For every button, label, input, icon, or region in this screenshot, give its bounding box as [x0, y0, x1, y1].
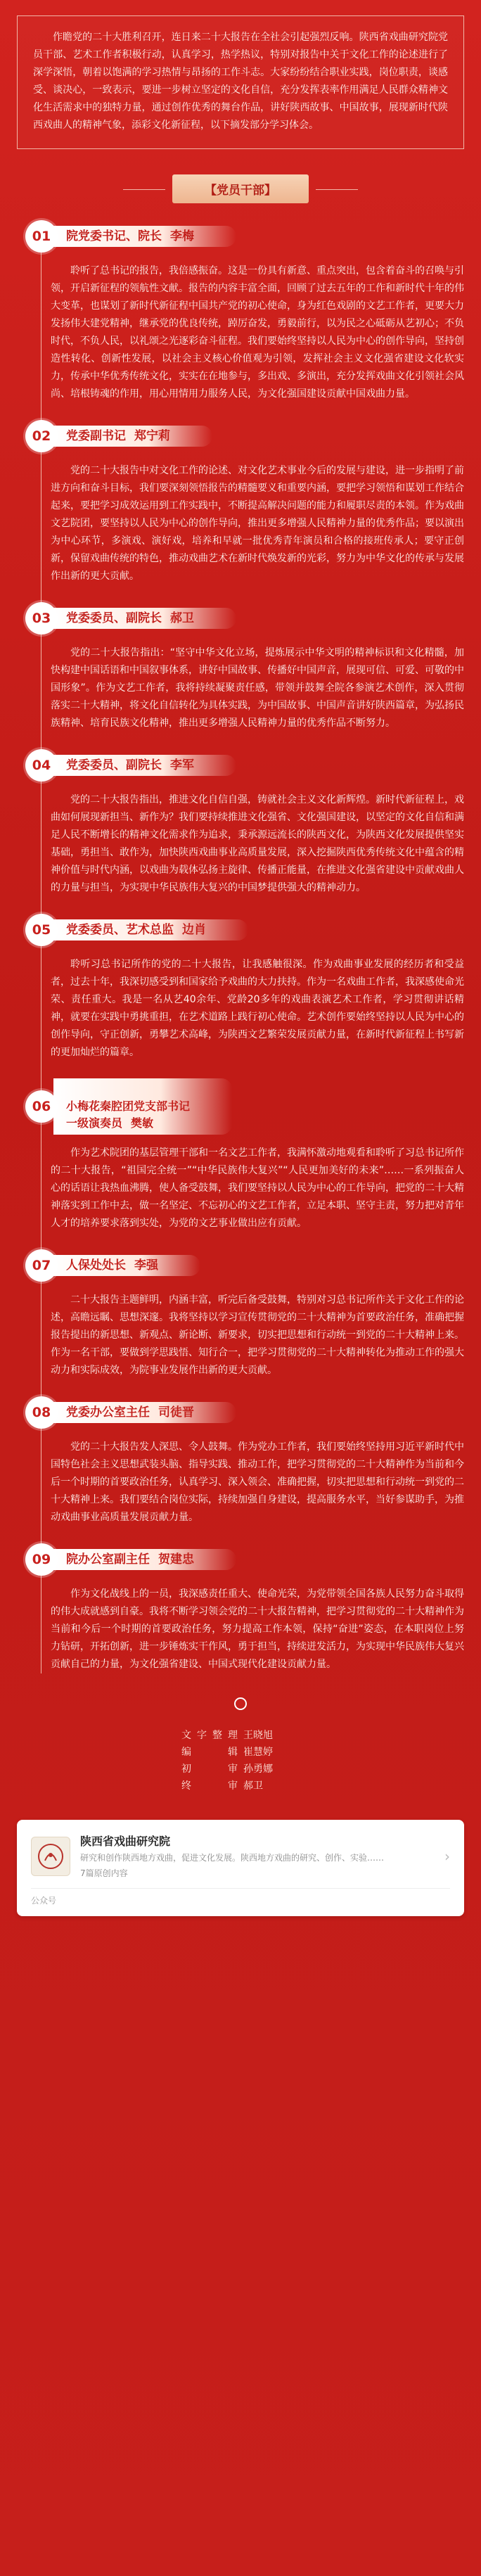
- section-title: [53, 919, 248, 941]
- section-body: [51, 1292, 464, 1379]
- section-03: [25, 602, 464, 732]
- section-title-name: 李军: [170, 758, 194, 772]
- section-title-name: 司徒晋: [158, 1405, 194, 1420]
- credit-key: 编辑: [181, 1747, 238, 1758]
- circle-icon: [234, 1697, 247, 1710]
- section-title: [53, 1255, 200, 1276]
- credit-row: [0, 1744, 481, 1761]
- section-title-name: 李强: [134, 1258, 158, 1273]
- section-title-role: 党委委员、副院长: [66, 758, 162, 772]
- section-number: 05: [25, 914, 58, 946]
- section-number: 07: [25, 1249, 58, 1282]
- account-info: [80, 1832, 437, 1880]
- account-card[interactable]: [17, 1820, 464, 1916]
- account-footer: 公众号: [31, 1888, 450, 1906]
- section-head: [25, 602, 464, 635]
- section-title-role: 党委委员、副院长: [66, 611, 162, 625]
- credit-key: 文字整理: [181, 1730, 238, 1741]
- credit-row: [0, 1778, 481, 1794]
- account-logo-icon: [31, 1837, 70, 1876]
- section-text: 聆听了总书记的报告，我倍感振奋。这是一份具有新意、重点突出，包含着奋斗的召唤与引领，开启新征程的领航性文献。报告的内容丰富全面，回顾了过去五年的工作和新时代十年的伟大变革，也谋划了新时代新征程中国共产党的初心使命，身为红色戏剧的文艺工作者，更要大力发扬伟大建党精神，继承党的优良传统，踔厉奋发，勇毅前行，以为民之心砥砺从艺初心；不负时代，不负人民，以礼颂之光逐彩奋斗征程。我们要始终坚持以人民为中心的创作导向，坚持创造性转化、创新性发展，以社会主义核心价值观为引领，发挥社会主义文化强省建设文化软实力，传承中华优秀传统文化，实实在在地参与，多出戏、多演出，充分发挥戏曲文化引领社会风尚、培根铸魂的作用，用心用情用力服务人民，为文化强国建设贡献中国戏曲力量。: [51, 265, 464, 400]
- section-head: [25, 220, 464, 253]
- section-body: [51, 791, 464, 897]
- section-text: 作为文化战线上的一员，我深感责任重大、使命光荣，为党带领全国各族人民努力奋斗取得的伟大成就感到自豪。我将不断学习领会党的二十大报告精神，把学习贯彻党的二十大精神作为当前和今后一个时期的首要政治任务，努力提高工作本领，保持“奋进”姿态，在本职岗位上努力钻研，开拓创新，进一步锤炼实干作风，勇于担当，持续迸发活力，为实现中华民族伟大复兴贡献自己的力量，为文化强省建设、中国式现代化建设贡献力量。: [51, 1588, 464, 1670]
- section-head: [25, 1249, 464, 1282]
- section-title-name: 樊敏: [131, 1116, 154, 1130]
- section-body: [51, 644, 464, 732]
- section-title-role: 人保处处长: [66, 1258, 126, 1273]
- section-title-name: 郑宁莉: [134, 429, 170, 443]
- section-title: [53, 226, 236, 247]
- section-head: [25, 1543, 464, 1576]
- credit-value: 郝卫: [243, 1780, 263, 1792]
- section-title: [53, 608, 236, 629]
- section-number: 08: [25, 1396, 58, 1429]
- intro-box: [17, 15, 464, 149]
- account-count: 7篇原创内容: [80, 1868, 128, 1878]
- section-title-name: 郝卫: [170, 611, 194, 625]
- section-title-role: 小梅花秦腔团党支部书记 一级演奏员: [66, 1099, 191, 1130]
- section-head: [25, 914, 464, 946]
- section-text: 作为艺术院团的基层管理干部和一名文艺工作者，我满怀激动地观看和聆听了习总书记所作的二十大报告，“祖国完全统一”“中华民族伟大复兴”“人民更加美好的未来”……一系列振奋人心的话语让我热血沸腾，使人备受鼓舞，我们要坚持以人民为中心的工作导向，把党的二十大精神落实到工作中去，做一名坚定、不忘初心的文艺工作者，立足本职、坚守主责，努力把对青年人才的培养要求落到实处，为党的文艺事业做出应有贡献。: [51, 1147, 464, 1229]
- chevron-right-icon: ›: [444, 1847, 450, 1865]
- credits: [0, 1727, 481, 1794]
- credit-row: [0, 1727, 481, 1744]
- section-06: [25, 1078, 464, 1232]
- section-number: 02: [25, 420, 58, 452]
- section-body: [51, 262, 464, 403]
- intro-text: 作瞻党的二十大胜利召开，连日来二十大报告在全社会引起强烈反响。陕西省戏曲研究院党员干部、艺术工作者积极行动，认真学习，热学热议，特别对报告中关于文化工作的论述进行了深学深悟，朝着以饱满的学习热情与昂扬的工作斗志。大家纷纷结合职业实践，岗位职责，谈感受、谈决心，一致表示，要进一步树立坚定的文化自信，充分发挥表率作用满足人民群众精神文化生活需求中的独特力量，通过创作优秀的舞台作品，讲好陕西故事、中国故事，展现新时代陕西戏曲人的精神气象，添彩文化新征程，以下摘发部分学习体会。: [33, 32, 448, 131]
- section-title-role: 党委副书记: [66, 429, 126, 443]
- section-text: 聆听习总书记所作的党的二十大报告，让我感触很深。作为戏曲事业发展的经历者和受益者，过去十年，我深切感受到和国家给予戏曲的大力扶持。作为一名戏曲工作者，我深感使命光荣、责任重大。我是一名从艺40余年、党龄20多年的戏曲表演艺术工作者，学习贯彻讲话精神，就要在实践中勇挑重担，在艺术道路上践行初心使命。艺术创作要始终坚持以人民为中心的创作导向，守正创新，勇攀艺术高峰，为陕西文艺繁荣发展贡献力量，在新时代新征程上书写新的更加灿烂的篇章。: [51, 959, 464, 1058]
- section-number: 09: [25, 1543, 58, 1576]
- credit-key: 初审: [181, 1764, 238, 1775]
- section-text: 二十大报告主题鲜明，内涵丰富，听完后备受鼓舞，特别对习总书记所作关于文化工作的论述，高瞻远瞩、思想深邃。我将坚持以学习宣传贯彻党的二十大精神为首要政治任务，准确把握报告提出的新思想、新观点、新论断、新要求，切实把思想和行动统一到党的二十大精神上来。作为一名干部，要做到学思践悟、知行合一，把学习贯彻党的二十大精神转化为推动工作的强大动力和实际成效，为院事业发展作出新的更大贡献。: [51, 1294, 464, 1376]
- section-title-name: 边肖: [182, 923, 206, 937]
- section-banner: 【党员干部】: [172, 174, 309, 203]
- account-name: 陕西省戏曲研究院: [80, 1835, 171, 1848]
- section-body: [51, 1439, 464, 1526]
- section-head: [25, 1396, 464, 1429]
- credit-value: 孙勇娜: [243, 1764, 273, 1775]
- section-title-name: 贺建忠: [158, 1552, 194, 1567]
- section-body: [51, 956, 464, 1061]
- section-title-role: 院办公室副主任: [66, 1552, 150, 1567]
- section-title-name: 李梅: [170, 229, 194, 243]
- section-08: [25, 1396, 464, 1526]
- credit-value: 崔慧婷: [243, 1747, 273, 1758]
- section-title: [53, 755, 236, 776]
- section-09: [25, 1543, 464, 1673]
- timeline: [25, 220, 464, 1673]
- account-card-top: [31, 1832, 450, 1880]
- section-number: 01: [25, 220, 58, 253]
- section-title: [53, 1402, 236, 1423]
- section-text: 党的二十大报告指出：“坚守中华文化立场，提炼展示中华文明的精神标识和文化精髓，加快构建中国话语和中国叙事体系，讲好中国故事、传播好中国声音，展现可信、可爱、可敬的中国形象”。作为文艺工作者，我将持续凝聚责任感，带领并鼓舞全院各参演艺术创作，深入贯彻落实二十大精神，将文化自信转化为具体实践，为中国故事、中国声音讲好陕西篇章，为弘扬民族精神、培育民族文化精神，推出更多增强人民精神力量的优秀作品不断努力。: [51, 647, 464, 729]
- section-number: 04: [25, 749, 58, 782]
- credit-key: 终审: [181, 1780, 238, 1792]
- section-title: [53, 1549, 236, 1570]
- section-head: [25, 1078, 464, 1135]
- credit-row: [0, 1761, 481, 1778]
- credit-value: 王晓旭: [243, 1730, 273, 1741]
- timeline-end: [0, 1697, 481, 1713]
- section-title-role: 党委委员、艺术总监: [66, 923, 174, 937]
- section-04: [25, 749, 464, 897]
- section-banner-wrap: [0, 174, 481, 203]
- section-title: [53, 1078, 232, 1135]
- section-body: [51, 462, 464, 585]
- section-title-role: 院党委书记、院长: [66, 229, 162, 243]
- section-text: 党的二十大报告发人深思、令人鼓舞。作为党办工作者，我们要始终坚持用习近平新时代中国特色社会主义思想武装头脑、指导实践、推动工作，把学习贯彻党的二十大精神作为当前和今后一个时期的首要政治任务，认真学习、深入领会、准确把握，切实把思想和行动统一到党的二十大精神上来。我们要结合岗位实际，持续加强自身建设，提高服务水平，当好参谋助手，为推动戏曲事业高质量发展贡献力量。: [51, 1441, 464, 1523]
- section-07: [25, 1249, 464, 1379]
- section-body: [51, 1586, 464, 1673]
- section-number: 03: [25, 602, 58, 635]
- section-05: [25, 914, 464, 1061]
- section-text: 党的二十大报告中对文化工作的论述、对文化艺术事业今后的发展与建设，进一步指明了前进方向和奋斗目标，我们要深刻领悟报告的精髓要义和重要内涵，要把学习领悟和谋划工作结合起来，要把学习成效运用到工作实践中，不断提高解决问题的能力和履职尽责的本领。作为戏曲文艺院团，要坚持以人民为中心的创作导向，推出更多增强人民精神力量的优秀作品；要以演出为中心环节，多演戏、演好戏，培养和早就一批优秀青年演员和合格的接班传承人；要守正创新，保留戏曲传统的特色，推动戏曲艺术在新时代焕发新的光彩，努力为中华文化的传承与发展作出新的更大贡献。: [51, 465, 464, 582]
- section-number: 06: [25, 1090, 58, 1123]
- section-text: 党的二十大报告指出，推进文化自信自强，铸就社会主义文化新辉煌。新时代新征程上，戏曲如何展现新担当、新作为？我们要持续推进文化强省、文化强国建设，以坚定的文化自信和满足人民不断增长的精神文化需求作为追求，秉承源远流长的陕西文化，为陕西文化发展提供坚实基础，勇担当、敢作为，加快陕西戏曲事业高质量发展，深入挖掘陕西优秀传统文化中蕴含的精神价值与时代内涵，以戏曲为载体弘扬主旋律、传播正能量，在推进文化强省建设中贡献戏曲人的力量与担当，为实现中华民族伟大复兴的中国梦提供强大的精神动力。: [51, 794, 464, 893]
- section-head: [25, 420, 464, 452]
- section-title: [53, 426, 212, 447]
- account-desc: 研究和创作陕西地方戏曲，促进文化发展。陕西地方戏曲的研究、创作、实验……: [80, 1853, 385, 1863]
- section-title-role: 党委办公室主任: [66, 1405, 150, 1420]
- section-01: [25, 220, 464, 403]
- section-body: [51, 1144, 464, 1232]
- section-head: [25, 749, 464, 782]
- section-02: [25, 420, 464, 585]
